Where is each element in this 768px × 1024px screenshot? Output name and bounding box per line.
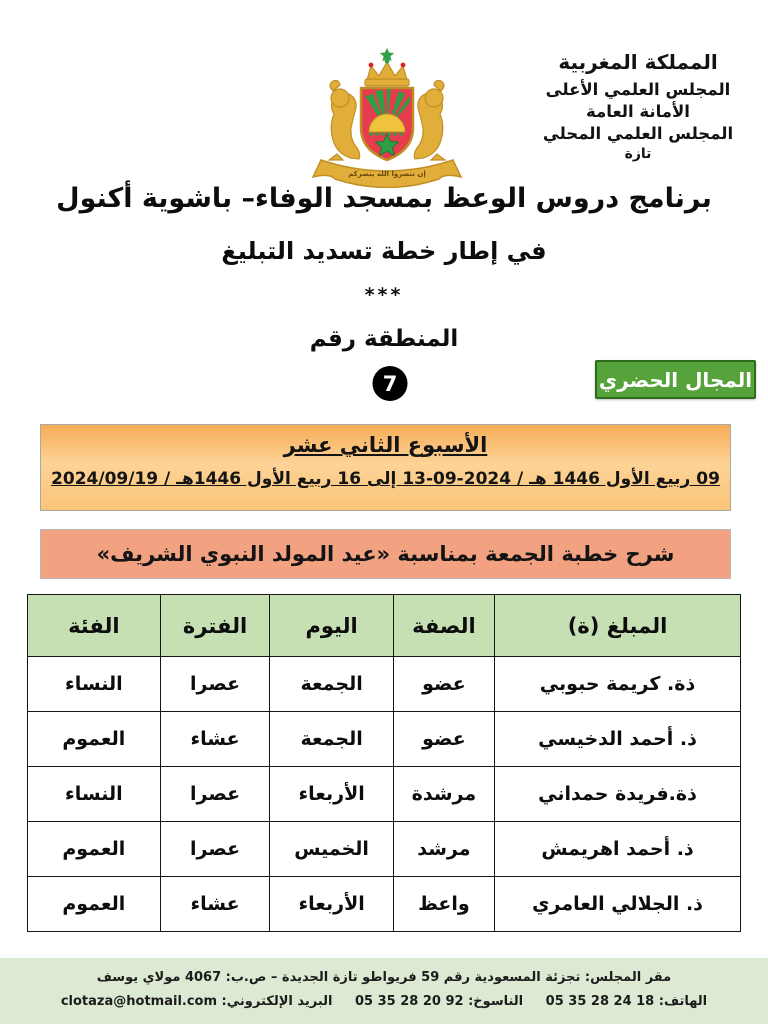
table-row bbox=[28, 657, 741, 712]
cell-preacher: ذ. أحمد اهريمش bbox=[495, 822, 741, 877]
zone-label: المنطقة رقم bbox=[309, 326, 459, 352]
topic-banner bbox=[40, 529, 731, 579]
hijri-end-date: 16 ربيع الأول 1446هـ / bbox=[164, 469, 362, 489]
cell-period: عصرا bbox=[160, 767, 270, 822]
col-header-role: الصفة bbox=[393, 595, 494, 657]
footer-address: مقر المجلس: تجزئة المسعودية رقم 59 فريواطو تازة الجديدة – ص.ب: 4067 مولاي يوسف bbox=[96, 970, 672, 985]
cell-day: الخميس bbox=[270, 822, 393, 877]
crown-icon bbox=[365, 48, 409, 86]
phone-number: 05 35 28 24 18 bbox=[545, 994, 655, 1010]
gregorian-end-date: 2024/09/19 bbox=[51, 469, 159, 489]
cell-period: عشاء bbox=[160, 712, 270, 767]
cell-preacher: ذ. أحمد الدخيسي bbox=[495, 712, 741, 767]
col-header-period: الفترة bbox=[160, 595, 270, 657]
cell-day: الأربعاء bbox=[270, 877, 393, 932]
cell-role: عضو bbox=[393, 712, 494, 767]
email-address: clotaza@hotmail.com bbox=[60, 994, 218, 1010]
cell-audience: النساء bbox=[28, 657, 161, 712]
cell-role: مرشدة bbox=[393, 767, 494, 822]
page-subtitle: في إطار خطة تسديد التبليغ bbox=[221, 237, 547, 265]
col-header-preacher: المبلغ (ة) bbox=[495, 595, 741, 657]
cell-period: عصرا bbox=[160, 822, 270, 877]
urban-area-badge: المجال الحضري bbox=[595, 360, 756, 399]
gregorian-start-date: 13-09-2024 bbox=[402, 469, 512, 489]
cell-role: واعظ bbox=[393, 877, 494, 932]
motto-text: إن تنصروا الله ينصركم bbox=[348, 170, 426, 178]
footer-contacts bbox=[0, 990, 768, 1014]
zone-number-badge: 7 bbox=[373, 366, 408, 401]
cell-day: الجمعة bbox=[270, 657, 393, 712]
city-name: تازة bbox=[624, 146, 652, 162]
schedule-table bbox=[27, 594, 741, 932]
cell-preacher: ذة. كريمة حبوبي bbox=[495, 657, 741, 712]
page-title: برنامج دروس الوعظ بمسجد الوفاء– باشوية أكنول bbox=[56, 183, 712, 214]
cell-period: عصرا bbox=[160, 657, 270, 712]
moroccan-coat-of-arms bbox=[303, 46, 471, 188]
cell-day: الأربعاء bbox=[270, 767, 393, 822]
email-label: البريد الإلكتروني: bbox=[221, 994, 333, 1010]
cell-preacher: ذ. الجلالي العامري bbox=[495, 877, 741, 932]
separator-stars: *** bbox=[364, 284, 404, 306]
supreme-council: المجلس العلمي الأعلى bbox=[545, 80, 731, 99]
week-date-range bbox=[41, 469, 730, 489]
cell-audience: النساء bbox=[28, 767, 161, 822]
cell-preacher: ذة.فريدة حمداني bbox=[495, 767, 741, 822]
table-row bbox=[28, 877, 741, 932]
fax-number: 05 35 28 20 92 bbox=[355, 994, 464, 1010]
footer bbox=[0, 958, 768, 1024]
cell-role: عضو bbox=[393, 657, 494, 712]
col-header-audience: الفئة bbox=[28, 595, 161, 657]
week-title: الأسبوع الثاني عشر bbox=[283, 433, 488, 457]
fax-label: الناسوخ: bbox=[468, 994, 524, 1010]
org-header bbox=[516, 50, 760, 162]
lion-right-icon bbox=[414, 81, 445, 161]
cell-audience: العموم bbox=[28, 822, 161, 877]
table-header-row bbox=[28, 595, 741, 657]
lion-left-icon bbox=[329, 81, 360, 161]
phone-label: الهاتف: bbox=[658, 994, 708, 1010]
local-council: المجلس العلمي المحلي bbox=[542, 124, 734, 143]
topic-text: شرح خطبة الجمعة بمناسبة «عيد المولد النبوي الشريف» bbox=[96, 542, 675, 566]
kingdom-title: المملكة المغربية bbox=[558, 50, 718, 74]
table-row bbox=[28, 767, 741, 822]
cell-period: عشاء bbox=[160, 877, 270, 932]
cell-day: الجمعة bbox=[270, 712, 393, 767]
table-row bbox=[28, 822, 741, 877]
week-banner bbox=[40, 424, 731, 511]
general-secretariat: الأمانة العامة bbox=[586, 102, 690, 121]
hijri-start-date: 09 ربيع الأول 1446 هـ / bbox=[516, 469, 720, 489]
table-row bbox=[28, 712, 741, 767]
to-word: إلى bbox=[366, 469, 397, 489]
cell-audience: العموم bbox=[28, 712, 161, 767]
cell-role: مرشد bbox=[393, 822, 494, 877]
col-header-day: اليوم bbox=[270, 595, 393, 657]
shield-icon bbox=[361, 88, 413, 160]
cell-audience: العموم bbox=[28, 877, 161, 932]
